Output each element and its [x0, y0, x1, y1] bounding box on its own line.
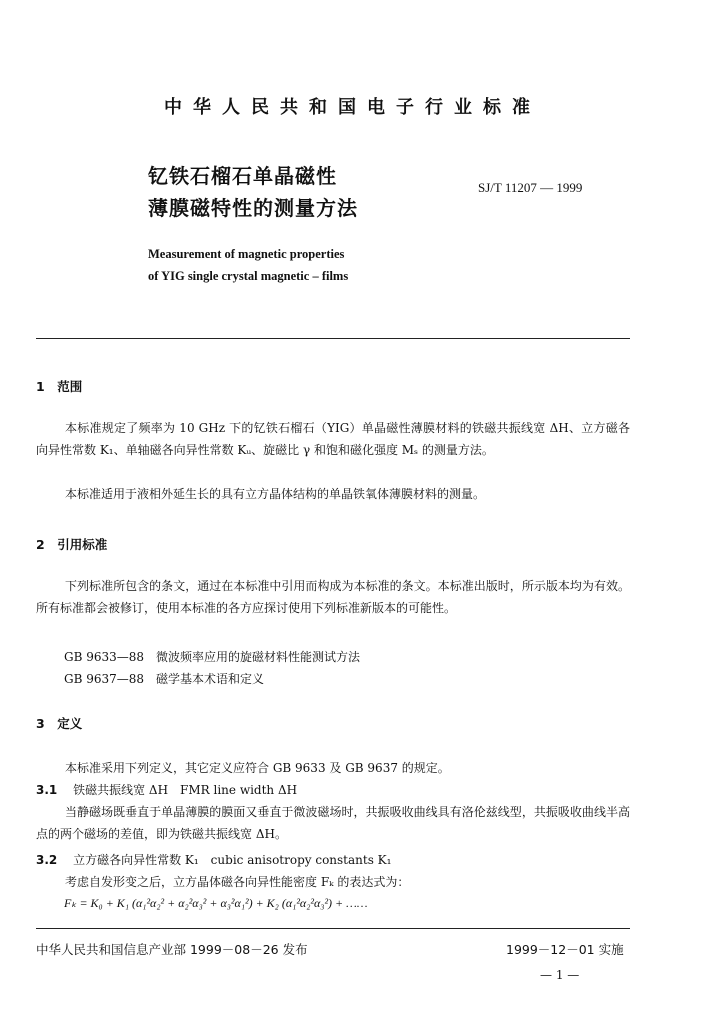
title-english-line2: of YIG single crystal magnetic – films — [148, 269, 349, 283]
page-number: — 1 — — [540, 968, 580, 982]
section-3-paragraph-1: 本标准采用下列定义，其它定义应符合 GB 9633 及 GB 9637 的规定。 — [65, 761, 450, 775]
definition-3-2-title: 立方磁各向异性常数 K₁ cubic anisotropy constants K₁ — [73, 853, 392, 867]
title-chinese-line2: 薄膜磁特性的测量方法 — [148, 196, 358, 220]
reference-gb9633: GB 9633—88 微波频率应用的旋磁材料性能测试方法 — [64, 650, 361, 664]
footer-divider — [36, 928, 630, 929]
section-1-heading: 1 范围 — [36, 379, 83, 394]
header-divider — [36, 338, 630, 339]
definition-3-1-heading — [36, 781, 297, 798]
definition-3-2-text: 考虑自发形变之后，立方晶体磁各向异性能密度 Fₖ 的表达式为： — [65, 875, 410, 889]
standard-number: SJ/T 11207 — 1999 — [478, 180, 583, 195]
section-1-paragraph-1: 本标准规定了频率为 10 GHz 下的钇铁石榴石（YIG）单晶磁性薄膜材料的铁磁共振线宽 ΔH、立方磁各向异性常数 K₁、单轴磁各向异性常数 Kᵤ、旋磁比 γ 和饱和磁化强度 Mₛ 的测量方法。 — [36, 421, 630, 457]
title-english — [148, 243, 348, 287]
definition-3-1-number: 3.1 — [36, 783, 58, 797]
anisotropy-energy-formula: Fₖ = K₀ + K₁ (α₁²α₂² + α₂²α₃² + α₃²α₁²) + K₂ (α₁²α₂²α₃²) + …… — [64, 896, 368, 910]
section-2-heading: 2 引用标准 — [36, 537, 108, 552]
title-chinese-line1: 钇铁石榴石单晶磁性 — [148, 164, 337, 188]
issued-date: 中华人民共和国信息产业部 1999－08－26 发布 — [36, 942, 308, 957]
section-3-heading: 3 定义 — [36, 716, 83, 731]
definition-3-2-heading — [36, 851, 391, 868]
section-2-paragraph-1: 下列标准所包含的条文，通过在本标准中引用而构成为本标准的条文。本标准出版时，所示版本均为有效。所有标准都会被修订，使用本标准的各方应探讨使用下列标准新版本的可能性。 — [36, 579, 630, 615]
section-1-paragraph-2: 本标准适用于液相外延生长的具有立方晶体结构的单晶铁氧体薄膜材料的测量。 — [65, 487, 486, 501]
title-english-line1: Measurement of magnetic properties — [148, 247, 345, 261]
definition-3-1-title: 铁磁共振线宽 ΔH FMR line width ΔH — [73, 783, 298, 797]
implementation-date: 1999－12－01 实施 — [506, 942, 624, 957]
definition-3-2-number: 3.2 — [36, 853, 58, 867]
title-chinese — [148, 160, 358, 224]
reference-gb9637: GB 9637—88 磁学基本术语和定义 — [64, 672, 265, 686]
definition-3-1-text: 当静磁场既垂直于单晶薄膜的膜面又垂直于微波磁场时，共振吸收曲线具有洛伦兹线型，共振吸收曲线半高点的两个磁场的差值，即为铁磁共振线宽 ΔH。 — [36, 805, 630, 841]
issuing-body-header: 中华人民共和国电子行业标准 — [164, 97, 541, 118]
